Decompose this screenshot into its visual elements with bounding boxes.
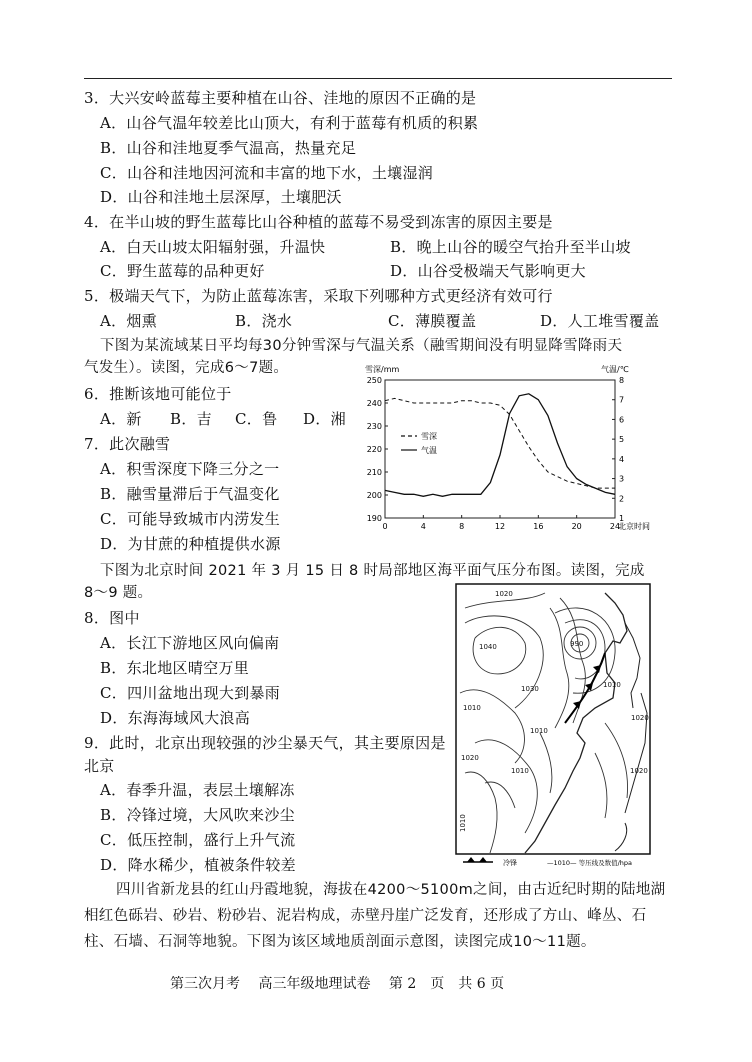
isobar-label: 1040 bbox=[479, 643, 497, 651]
q4-option-a[interactable]: A．白天山坡太阳辐射强，升温快 bbox=[100, 238, 326, 256]
q9-stem: 9．此时，北京出现较强的沙尘暴天气，其主要原因是 bbox=[84, 734, 446, 752]
q3-option-d[interactable]: D．山谷和洼地土层深厚，土壤肥沃 bbox=[100, 188, 342, 206]
isobar-label: 1020 bbox=[461, 754, 479, 762]
q9-option-c[interactable]: C．低压控制，盛行上升气流 bbox=[100, 831, 296, 849]
series-line-雪深 bbox=[385, 398, 615, 488]
q8-option-b[interactable]: B．东北地区晴空万里 bbox=[100, 659, 250, 677]
q4-option-d[interactable]: D．山谷受极端天气影响更大 bbox=[390, 262, 586, 280]
q7-option-b[interactable]: B．融雪量滞后于气温变化 bbox=[100, 485, 280, 503]
x-tick-label: 12 bbox=[494, 522, 506, 531]
header-rule bbox=[84, 78, 672, 79]
x-tick-label: 24 bbox=[609, 522, 621, 531]
y-left-axis-label: 雪深/mm bbox=[365, 365, 400, 374]
isobar-label: 1010 bbox=[530, 727, 548, 735]
q5-option-b[interactable]: B．浇水 bbox=[235, 312, 293, 330]
q8-stem: 8．图中 bbox=[84, 609, 140, 627]
q9-option-d[interactable]: D．降水稀少，植被条件较差 bbox=[100, 856, 296, 874]
y-left-tick-label: 230 bbox=[366, 422, 382, 431]
y-left-tick-label: 250 bbox=[366, 376, 382, 385]
q9-option-a[interactable]: A．春季升温，表层土壤解冻 bbox=[100, 781, 295, 799]
y-right-tick-label: 5 bbox=[619, 435, 625, 445]
q7-option-d[interactable]: D．为甘蔗的种植提供水源 bbox=[100, 535, 281, 553]
y-right-tick-label: 3 bbox=[619, 474, 625, 484]
isobar-label: 1010 bbox=[603, 681, 621, 689]
isobar-label: 1010 bbox=[459, 814, 467, 832]
intro-89-line1: 下图为北京时间 2021 年 3 月 15 日 8 时局部地区海平面气压分布图。读图，完成 bbox=[100, 563, 645, 579]
y-right-tick-label: 8 bbox=[619, 376, 625, 385]
y-right-tick-label: 1 bbox=[619, 514, 625, 523]
intro-1011-line1: 四川省新龙县的红山丹霞地貌，海拔在4200～5100m之间，由古近纪时期的陆地湖 bbox=[116, 882, 666, 898]
isobar-label: 1020 bbox=[631, 714, 649, 722]
x-tick-label: 0 bbox=[382, 522, 388, 531]
snow-temperature-chart bbox=[355, 360, 675, 540]
q7-option-c[interactable]: C．可能导致城市内涝发生 bbox=[100, 510, 281, 528]
page-footer: 第三次月考 高三年级地理试卷 第 2 页 共 6 页 bbox=[170, 976, 505, 992]
q6-option-c[interactable]: C．鲁 bbox=[235, 410, 278, 428]
isobar-label: 990 bbox=[570, 640, 584, 648]
y-left-tick-label: 240 bbox=[366, 399, 382, 408]
series-line-气温 bbox=[385, 394, 615, 497]
q4-option-b[interactable]: B．晚上山谷的暖空气抬升至半山坡 bbox=[390, 238, 631, 256]
x-tick-label: 4 bbox=[420, 522, 426, 531]
q8-option-c[interactable]: C．四川盆地出现大到暴雨 bbox=[100, 684, 281, 702]
isobar-label: 1010 bbox=[511, 767, 529, 775]
q8-option-d[interactable]: D．东海海域风大浪高 bbox=[100, 709, 251, 727]
q7-stem: 7．此次融雪 bbox=[84, 435, 171, 453]
x-tick-label: 8 bbox=[459, 522, 465, 531]
y-left-tick-label: 190 bbox=[366, 514, 382, 523]
intro-67-line2: 气发生）。读图，完成6～7题。 bbox=[84, 360, 289, 376]
y-right-tick-label: 7 bbox=[619, 395, 625, 405]
q8-option-a[interactable]: A．长江下游地区风向偏南 bbox=[100, 634, 280, 652]
q5-stem: 5．极端天气下，为防止蓝莓冻害，采取下列哪种方式更经济有效可行 bbox=[84, 287, 553, 305]
q7-option-a[interactable]: A．积雪深度下降三分之一 bbox=[100, 460, 280, 478]
q9-stem-continued: 北京 bbox=[84, 757, 115, 775]
q4-option-c[interactable]: C．野生蓝莓的品种更好 bbox=[100, 262, 265, 280]
isobar-label: 1020 bbox=[495, 590, 513, 598]
isobar-label: 1020 bbox=[630, 767, 648, 775]
q5-option-d[interactable]: D．人工堆雪覆盖 bbox=[540, 312, 660, 330]
q6-option-d[interactable]: D．湘 bbox=[303, 410, 346, 428]
x-tick-label: 16 bbox=[533, 522, 544, 531]
x-axis-label: 北京时间 bbox=[618, 522, 650, 531]
sea-level-pressure-map bbox=[455, 583, 653, 873]
intro-89-line2: 8～9 题。 bbox=[84, 585, 153, 601]
q3-option-a[interactable]: A．山谷气温年较差比山顶大，有利于蓝莓有机质的积累 bbox=[100, 114, 479, 132]
isobar-label: 1010 bbox=[463, 704, 481, 712]
q6-option-a[interactable]: A．新 bbox=[100, 410, 142, 428]
q3-option-b[interactable]: B．山谷和洼地夏季气温高，热量充足 bbox=[100, 139, 357, 157]
q5-option-c[interactable]: C．薄膜覆盖 bbox=[388, 312, 477, 330]
y-left-tick-label: 200 bbox=[366, 491, 382, 500]
y-right-tick-label: 2 bbox=[619, 494, 625, 504]
q9-option-b[interactable]: B．冷锋过境，大风吹来沙尘 bbox=[100, 806, 295, 824]
legend-label: 雪深 bbox=[421, 432, 437, 441]
map-frame bbox=[456, 584, 650, 854]
legend-front-label: 冷锋 bbox=[503, 859, 517, 867]
y-right-tick-label: 6 bbox=[619, 415, 625, 425]
q4-stem: 4．在半山坡的野生蓝莓比山谷种植的蓝莓不易受到冻害的原因主要是 bbox=[84, 213, 553, 231]
intro-1011-line2: 相红色砾岩、砂岩、粉砂岩、泥岩构成，赤壁丹崖广泛发育，还形成了方山、峰丛、石 bbox=[84, 908, 647, 924]
legend-isobar-label: —1010— 等压线及数值/hpa bbox=[547, 859, 633, 867]
q5-option-a[interactable]: A．烟熏 bbox=[100, 312, 158, 330]
y-right-tick-label: 4 bbox=[619, 454, 625, 464]
y-left-tick-label: 220 bbox=[366, 445, 382, 454]
y-right-axis-label: 气温/℃ bbox=[601, 365, 629, 374]
intro-67-line1: 下图为某流域某日平均每30分钟雪深与气温关系（融雪期间没有明显降雪降雨天 bbox=[100, 338, 623, 354]
x-tick-label: 20 bbox=[571, 522, 582, 531]
q3-option-c[interactable]: C．山谷和洼地因河流和丰富的地下水，土壤湿润 bbox=[100, 164, 434, 182]
q6-stem: 6．推断该地可能位于 bbox=[84, 385, 232, 403]
y-left-tick-label: 210 bbox=[366, 468, 382, 477]
isobar-label: 1030 bbox=[521, 685, 539, 693]
legend-label: 气温 bbox=[421, 446, 437, 455]
intro-1011-line3: 柱、石墙、石洞等地貌。下图为该区域地质剖面示意图，读图完成10～11题。 bbox=[84, 934, 596, 950]
plot-frame bbox=[385, 380, 615, 518]
q6-option-b[interactable]: B．吉 bbox=[170, 410, 212, 428]
q3-stem: 3．大兴安岭蓝莓主要种植在山谷、洼地的原因不正确的是 bbox=[84, 89, 477, 107]
